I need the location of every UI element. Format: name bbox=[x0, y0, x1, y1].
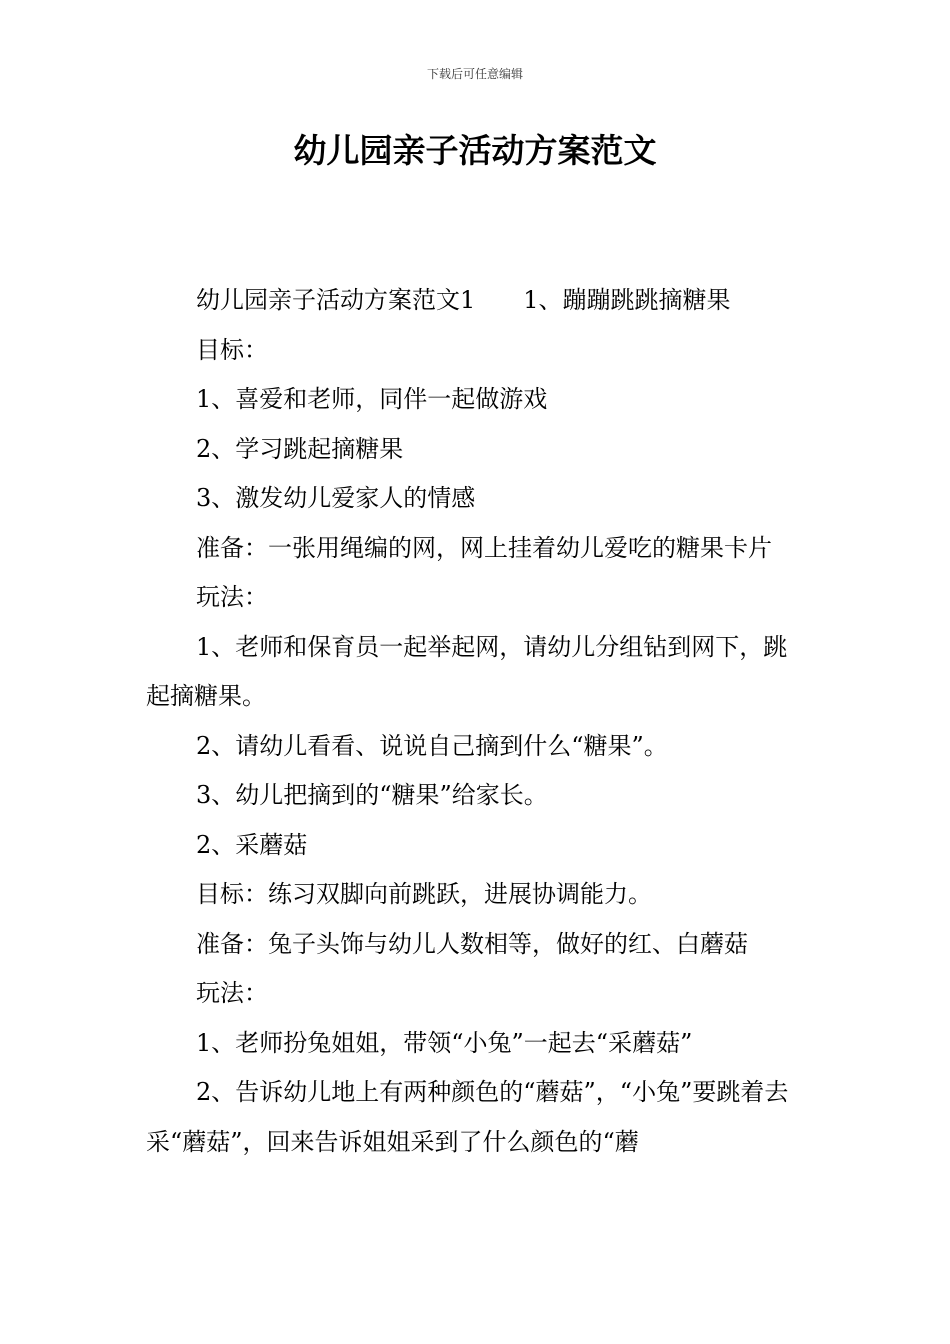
header-note: 下载后可任意编辑 bbox=[426, 67, 523, 81]
paragraph-preparation: 准备：一张用绳编的网，网上挂着幼儿爱吃的糖果卡片 bbox=[196, 533, 772, 562]
paragraph-activity-2-goal: 目标：练习双脚向前跳跃，进展协调能力。 bbox=[196, 880, 652, 908]
paragraph-play-heading: 玩法： bbox=[196, 583, 268, 611]
paragraph-play-1: 1、老师和保育员一起举起网，请幼儿分组钻到网下，跳起摘糖果。 bbox=[146, 632, 788, 710]
paragraph-activity-2-play-1: 1、老师扮兔姐姐，带领“小兔”一起去“采蘑菇” bbox=[196, 1028, 693, 1057]
paragraph-activity-2-preparation: 准备：兔子头饰与幼儿人数相等，做好的红、白蘑菇 bbox=[196, 929, 748, 958]
paragraph-activity-2-play-heading: 玩法： bbox=[196, 979, 268, 1007]
paragraph-intro: 幼儿园亲子活动方案范文1 1、蹦蹦跳跳摘糖果 bbox=[196, 286, 731, 314]
document-body bbox=[146, 276, 810, 1167]
paragraph-play-2: 2、请幼儿看看、说说自己摘到什么“糖果”。 bbox=[196, 731, 668, 760]
paragraph-play-3: 3、幼儿把摘到的“糖果”给家长。 bbox=[196, 781, 548, 809]
paragraph-goal-2: 2、学习跳起摘糖果 bbox=[196, 434, 404, 463]
document-title: 幼儿园亲子活动方案范文 bbox=[293, 131, 657, 170]
paragraph-activity-2-play-2: 2、告诉幼儿地上有两种颜色的“蘑菇”，“小兔”要跳着去采“蘑菇”，回来告诉姐姐采到了什么颜色的“蘑 bbox=[146, 1078, 789, 1156]
paragraph-goal-3: 3、激发幼儿爱家人的情感 bbox=[196, 484, 476, 512]
paragraph-goal-1: 1、喜爱和老师，同伴一起做游戏 bbox=[196, 385, 548, 413]
paragraph-activity-2-heading: 2、采蘑菇 bbox=[196, 830, 308, 859]
paragraph-goal-heading: 目标： bbox=[196, 335, 268, 364]
